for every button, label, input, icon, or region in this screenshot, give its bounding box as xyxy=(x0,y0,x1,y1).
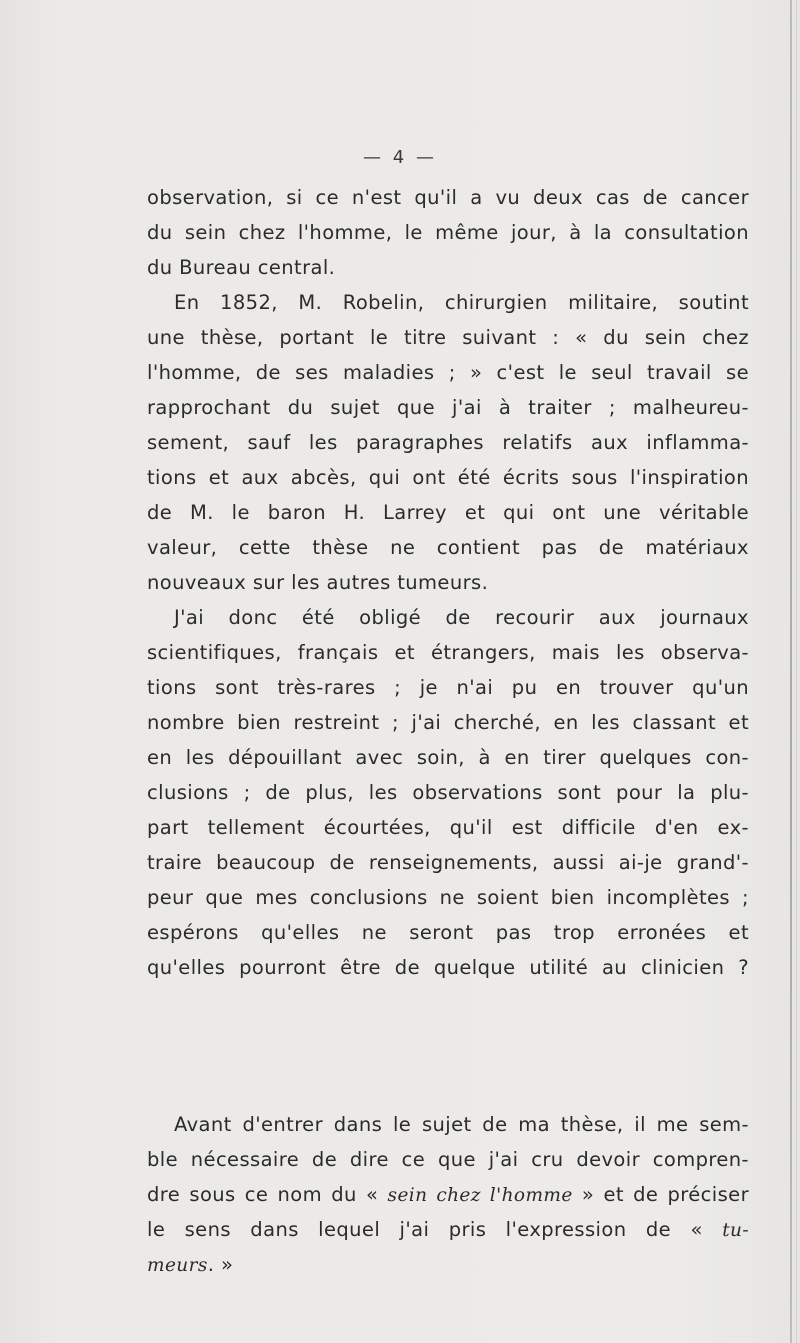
text-line: part tellement écourtées, qu'il est difficile d'en ex- xyxy=(147,816,749,839)
text-line: traire beaucoup de renseignements, aussi ai-je grand'- xyxy=(147,851,749,874)
text-line xyxy=(147,1177,749,1212)
text-line: J'ai donc été obligé de recourir aux journaux xyxy=(174,606,749,629)
text-line: de M. le baron H. Larrey et qui ont une véritable xyxy=(147,501,749,524)
page-number: — 4 — xyxy=(363,147,437,168)
text-line: peur que mes conclusions ne soient bien incomplètes ; xyxy=(147,886,749,909)
text-line: en les dépouillant avec soin, à en tirer quelques con- xyxy=(147,746,749,769)
text-line: scientifiques, français et étrangers, mais les observa- xyxy=(147,641,749,664)
text-line: clusions ; de plus, les observations sont pour la plu- xyxy=(147,781,749,804)
italic-term: sein chez l'homme xyxy=(387,1185,573,1206)
text-line xyxy=(147,1247,749,1282)
text-line: tions et aux abcès, qui ont été écrits sous l'inspiration xyxy=(147,466,749,489)
text-line: l'homme, de ses maladies ; » c'est le seul travail se xyxy=(147,361,749,384)
text-line: observation, si ce n'est qu'il a vu deux cas de cancer xyxy=(147,186,749,209)
text-line: nouveaux sur les autres tumeurs. xyxy=(147,571,489,594)
text-line: Avant d'entrer dans le sujet de ma thèse, il me sem- xyxy=(174,1113,749,1136)
text-line: sement, sauf les paragraphes relatifs aux inflamma- xyxy=(147,431,749,454)
text-line: espérons qu'elles ne seront pas trop erronées et xyxy=(147,921,749,944)
text-run: . » xyxy=(207,1253,234,1276)
text-run: » et de préciser xyxy=(572,1183,749,1206)
text-line: du sein chez l'homme, le même jour, à la consultation xyxy=(147,221,749,244)
text-line: qu'elles pourront être de quelque utilité au clinicien ? xyxy=(147,956,749,979)
text-line: nombre bien restreint ; j'ai cherché, en les classant et xyxy=(147,711,749,734)
italic-term: meurs xyxy=(147,1255,208,1276)
text-run: le sens dans lequel j'ai pris l'expression de « xyxy=(147,1218,723,1241)
text-line: une thèse, portant le titre suivant : « du sein chez xyxy=(147,326,749,349)
text-line: tions sont très-rares ; je n'ai pu en trouver qu'un xyxy=(147,676,749,699)
text-line: du Bureau central. xyxy=(147,256,336,279)
text-line: ble nécessaire de dire ce que j'ai cru devoir compren- xyxy=(147,1148,749,1171)
section-gap xyxy=(147,985,749,1107)
page-edge xyxy=(796,0,797,1343)
text-run: dre sous ce nom du « xyxy=(147,1183,388,1206)
body-text xyxy=(147,180,749,1282)
text-line: En 1852, M. Robelin, chirurgien militaire, soutint xyxy=(174,291,749,314)
text-line: valeur, cette thèse ne contient pas de matériaux xyxy=(147,536,749,559)
text-line xyxy=(147,1212,749,1247)
page-edge-shadow xyxy=(790,0,792,1343)
italic-term: tu- xyxy=(722,1220,749,1241)
text-line: rapprochant du sujet que j'ai à traiter ; malheureu- xyxy=(147,396,749,419)
